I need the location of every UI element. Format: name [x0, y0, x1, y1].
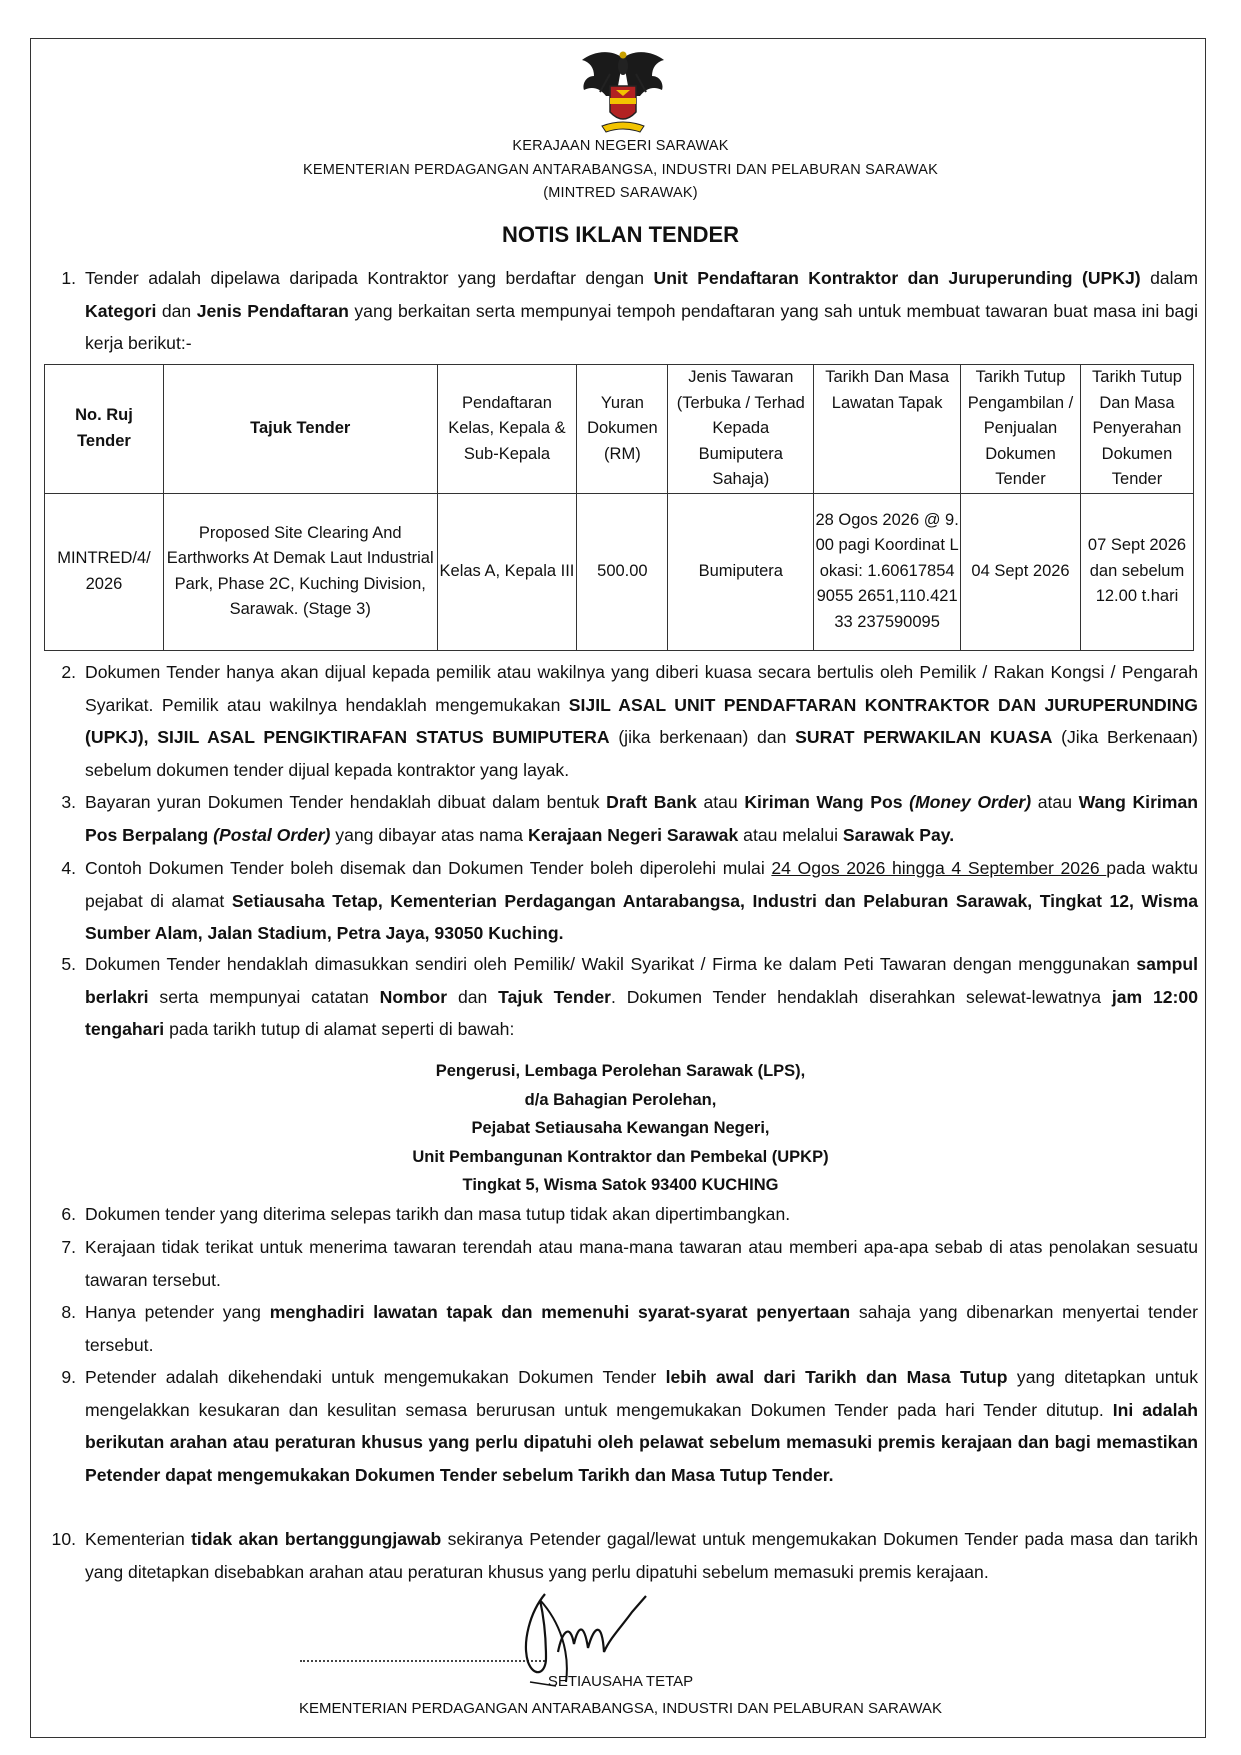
table-cell: Bumiputera: [668, 493, 814, 650]
column-header: Jenis Tawaran (Terbuka / Terhad Kepada Bumiputera Sahaja): [668, 365, 814, 494]
paragraph-1: 1. Tender adalah dipelawa daripada Kontraktor yang berdaftar dengan Unit Pendaftaran Kontraktor dan Juruperunding (UPKJ) dalam Kategori dan Jenis Pendaftaran yang berkaitan serta mempunyai tempoh pendaftaran yang sah untuk membuat tawaran buat masa ini bagi kerja berikut:-: [48, 262, 1198, 360]
table-cell: 04 Sept 2026: [961, 493, 1081, 650]
submission-address: Pengerusi, Lembaga Perolehan Sarawak (LPS), d/a Bahagian Perolehan, Pejabat Setiausaha Kewangan Negeri, Unit Pembangunan Kontraktor dan Pembekal (UPKP) Tingkat 5, Wisma Satok 93400 KUCHING: [412, 1062, 829, 1194]
paragraph-2: 2. Dokumen Tender hanya akan dijual kepada pemilik atau wakilnya yang diberi kuasa secara bertulis oleh Pemilik / Rakan Kongsi / Pengarah Syarikat. Pemilik atau wakilnya hendaklah mengemukakan SIJIL ASAL UNIT PENDAFTARAN KONTRAKTOR DAN JURUPERUNDING (UPKJ), SIJIL ASAL PENGIKTIRAFAN STATUS BUMIPUTERA (jika berkenaan) dan SURAT PERWAKILAN KUASA (Jika Berkenaan) sebelum dokumen tender dijual kepada kontraktor yang layak.: [48, 656, 1198, 786]
sale-period: 24 Ogos 2026 hingga 4 September 2026: [771, 858, 1107, 878]
paragraph-4: 4. Contoh Dokumen Tender boleh disemak dan Dokumen Tender boleh diperolehi mulai 24 Ogos 2026 hingga 4 September 2026 pada waktu pejabat di alamat Setiausaha Tetap, Kementerian Perdagangan Antarabangsa, Industri dan Pelaburan Sarawak, Tingkat 12, Wisma Sumber Alam, Jalan Stadium, Petra Jaya, 93050 Kuching.: [48, 852, 1198, 950]
paragraph-number: 3.: [61, 792, 76, 812]
table-cell: Proposed Site Clearing And Earthworks At Demak Laut Industrial Park, Phase 2C, Kuching Division, Sarawak. (Stage 3): [163, 493, 437, 650]
paragraph-number: 4.: [61, 858, 76, 878]
paragraph-6: 6. Dokumen tender yang diterima selepas tarikh dan masa tutup tidak akan dipertimbangkan.: [48, 1198, 1198, 1231]
paragraph-number: 7.: [61, 1237, 76, 1257]
table-cell: 500.00: [577, 493, 668, 650]
paragraph-number: 1.: [61, 268, 76, 288]
paragraph-7: 7. Kerajaan tidak terikat untuk menerima tawaran terendah atau mana-mana tawaran atau memberi apa-apa sebab di atas penolakan sesuatu tawaran tersebut.: [48, 1231, 1198, 1296]
paragraph-3: 3. Bayaran yuran Dokumen Tender hendaklah dibuat dalam bentuk Draft Bank atau Kiriman Wang Pos (Money Order) atau Wang Kiriman Pos Berpalang (Postal Order) yang dibayar atas nama Kerajaan Negeri Sarawak atau melalui Sarawak Pay.: [48, 786, 1198, 851]
header-government: KERAJAAN NEGERI SARAWAK: [512, 138, 729, 154]
state-crest-icon: [580, 46, 666, 134]
header-ministry-short: (MINTRED SARAWAK): [543, 185, 698, 201]
table-header-row: [45, 365, 1194, 494]
signatory-ministry: KEMENTERIAN PERDAGANGAN ANTARABANGSA, INDUSTRI DAN PELABURAN SARAWAK: [299, 1700, 942, 1717]
table-cell: MINTRED/4/ 2026: [45, 493, 164, 650]
paragraph-number: 10.: [51, 1529, 76, 1549]
column-header: Tajuk Tender: [163, 365, 437, 494]
paragraph-5: 5. Dokumen Tender hendaklah dimasukkan sendiri oleh Pemilik/ Wakil Syarikat / Firma ke dalam Peti Tawaran dengan menggunakan sampul berlakri serta mempunyai catatan Nombor dan Tajuk Tender. Dokumen Tender hendaklah diserahkan selewat-lewatnya jam 12:00 tengahari pada tarikh tutup di alamat seperti di bawah:: [48, 948, 1198, 1046]
signatory-title: SETIAUSAHA TETAP: [547, 1673, 694, 1690]
paragraph-number: 5.: [61, 954, 76, 974]
table-row: [45, 493, 1194, 650]
column-header: Tarikh Tutup Pengambilan / Penjualan Dokumen Tender: [961, 365, 1081, 494]
paragraph-number: 8.: [61, 1302, 76, 1322]
page-title: NOTIS IKLAN TENDER: [501, 222, 740, 247]
paragraph-10: 10. Kementerian tidak akan bertanggungjawab sekiranya Petender gagal/lewat untuk mengemukakan Dokumen Tender pada masa dan tarikh yang ditetapkan disebabkan arahan atau peraturan khusus yang perlu dipatuhi sebelum memasuki premis kerajaan.: [48, 1523, 1198, 1588]
header-ministry: KEMENTERIAN PERDAGANGAN ANTARABANGSA, INDUSTRI DAN PELABURAN SARAWAK: [302, 162, 939, 178]
tender-table: [44, 364, 1194, 651]
column-header: Pendaftaran Kelas, Kepala & Sub-Kepala: [437, 365, 577, 494]
paragraph-number: 2.: [61, 662, 76, 682]
column-header: Yuran Dokumen (RM): [577, 365, 668, 494]
table-cell: 28 Ogos 2026 @ 9.00 pagi Koordinat Lokasi: 1.606178549055 2651,110.42133 237590095: [814, 493, 961, 650]
table-cell: Kelas A, Kepala III: [437, 493, 577, 650]
table-cell: 07 Sept 2026 dan sebelum 12.00 t.hari: [1080, 493, 1193, 650]
paragraph-number: 9.: [61, 1367, 76, 1387]
column-header: No. Ruj Tender: [45, 365, 164, 494]
column-header: Tarikh Tutup Dan Masa Penyerahan Dokumen Tender: [1080, 365, 1193, 494]
column-header: Tarikh Dan Masa Lawatan Tapak: [814, 365, 961, 494]
paragraph-8: 8. Hanya petender yang menghadiri lawatan tapak dan memenuhi syarat-syarat penyertaan sahaja yang dibenarkan menyertai tender tersebut.: [48, 1296, 1198, 1361]
paragraph-number: 6.: [61, 1204, 76, 1224]
paragraph-9: 9. Petender adalah dikehendaki untuk mengemukakan Dokumen Tender lebih awal dari Tarikh dan Masa Tutup yang ditetapkan untuk mengelakkan kesukaran dan kesulitan semasa berurusan untuk mengemukakan Dokumen Tender pada hari Tender ditutup. Ini adalah berikutan arahan atau peraturan khusus yang perlu dipatuhi oleh pelawat sebelum memasuki premis kerajaan dan bagi memastikan Petender dapat mengemukakan Dokumen Tender sebelum Tarikh dan Masa Tutup Tender.: [48, 1361, 1198, 1491]
